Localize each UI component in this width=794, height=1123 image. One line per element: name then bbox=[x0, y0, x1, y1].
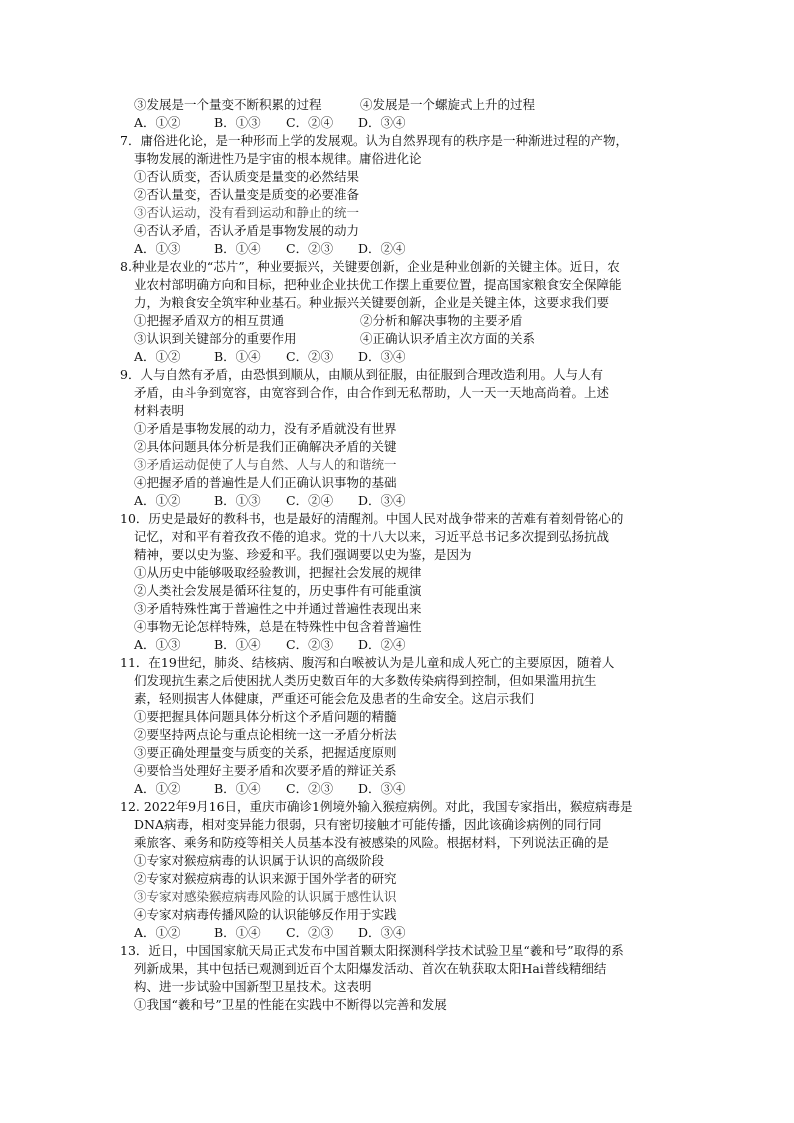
q11-option-3: ③要正确处理量变与质变的关系，把握适度原则 bbox=[134, 745, 397, 760]
answer-d: D．③④ bbox=[358, 115, 406, 130]
answer-c: C．②③ bbox=[286, 241, 334, 256]
q9-option-3: ③矛盾运动促使了人与自然、人与人的和谐统一 bbox=[134, 457, 397, 472]
answer-b: B．①④ bbox=[214, 925, 261, 940]
q9-stem-line: 9．人与自然有矛盾，由恐惧到顺从，由顺从到征服，由征服到合理改造利用。人与人有 bbox=[120, 367, 603, 382]
q8-stem-line: 力，为粮食安全筑牢种业基石。种业振兴关键要创新，企业是关键主体，这要求我们要 bbox=[134, 295, 610, 310]
q9-option-4: ④把握矛盾的普遍性是人们正确认识事物的基础 bbox=[134, 475, 397, 490]
answer-b: B．①④ bbox=[214, 349, 261, 364]
q13-option-1: ①我国“羲和号”卫星的性能在实践中不断得以完善和发展 bbox=[134, 997, 447, 1012]
answer-d: D．②④ bbox=[358, 637, 406, 652]
answer-a: A．①② bbox=[134, 115, 181, 130]
q10-option-4: ④事物无论怎样特殊，总是在特殊性中包含着普遍性 bbox=[134, 619, 422, 634]
q12-stem-line: 乘旅客、乘务和防疫等相关人员基本没有被感染的风险。根据材料，下列说法正确的是 bbox=[134, 835, 610, 850]
answer-c: C．②④ bbox=[286, 115, 334, 130]
answer-d: D．③④ bbox=[358, 493, 406, 508]
answer-c: C．②③ bbox=[286, 349, 334, 364]
answer-c: C．②③ bbox=[286, 637, 334, 652]
answer-d: D．③④ bbox=[358, 781, 406, 796]
answer-d: D．③④ bbox=[358, 925, 406, 940]
q13-stem-line: 列新成果，其中包括已观测到近百个太阳爆发活动、首次在轨获取太阳Hai普线精细结 bbox=[134, 961, 607, 976]
answer-c: C．②③ bbox=[286, 781, 334, 796]
q8-options-row bbox=[120, 312, 680, 330]
q6-answers bbox=[120, 114, 680, 132]
q12-option-4: ④专家对病毒传播风险的认识能够反作用于实践 bbox=[134, 907, 397, 922]
q8-option-1: ①把握矛盾双方的相互贯通 bbox=[134, 313, 285, 328]
q12-option-2: ②专家对猴痘病毒的认识来源于国外学者的研究 bbox=[134, 871, 397, 886]
q11-stem-line: 11．在19世纪，肺炎、结核病、腹泻和白喉被认为是儿童和成人死亡的主要原因，随着人 bbox=[120, 655, 615, 670]
q8-stem-line: 业农村部明确方向和目标，把种业企业扶优工作摆上重要位置，提高国家粮食安全保障能 bbox=[134, 277, 622, 292]
q12-stem-line: DNA病毒，相对变异能力很弱，只有密切接触才可能传播，因此该确诊病例的同行同 bbox=[134, 817, 602, 832]
answer-b: B．①③ bbox=[214, 493, 261, 508]
q6-option-4: ④发展是一个螺旋式上升的过程 bbox=[360, 97, 536, 112]
q7-option-1: ①否认质变，否认质变是量变的必然结果 bbox=[134, 169, 360, 184]
q8-option-2: ②分析和解决事物的主要矛盾 bbox=[360, 313, 523, 328]
answer-a: A．①② bbox=[134, 493, 181, 508]
answer-a: A．①② bbox=[134, 925, 181, 940]
q8-option-4: ④正确认识矛盾主次方面的关系 bbox=[360, 331, 536, 346]
answer-c: C．②③ bbox=[286, 925, 334, 940]
q8-options-row bbox=[120, 330, 680, 348]
q13-stem-line: 13．近日，中国国家航天局正式发布中国首颗太阳探测科学技术试验卫星“羲和号”取得的系 bbox=[120, 943, 624, 958]
q9-option-1: ①矛盾是事物发展的动力，没有矛盾就没有世界 bbox=[134, 421, 397, 436]
q11-option-2: ②要坚持两点论与重点论相统一这一矛盾分析法 bbox=[134, 727, 397, 742]
q12-option-1: ①专家对猴痘病毒的认识属于认识的高级阶段 bbox=[134, 853, 385, 868]
q12-answers bbox=[120, 924, 680, 942]
q11-option-1: ①要把握具体问题具体分析这个矛盾问题的精髓 bbox=[134, 709, 397, 724]
q11-option-4: ④要恰当处理好主要矛盾和次要矛盾的辩证关系 bbox=[134, 763, 397, 778]
q7-stem-line: 7．庸俗进化论，是一种形而上学的发展观。认为自然界现有的秩序是一种渐进过程的产物， bbox=[120, 133, 628, 148]
q10-stem-line: 精神，要以史为鉴、珍爱和平。我们强调要以史为鉴，是因为 bbox=[134, 547, 472, 562]
answer-a: A．①② bbox=[134, 349, 181, 364]
q11-answers bbox=[120, 780, 680, 798]
q9-stem-line: 矛盾，由斗争到宽容，由宽容到合作，由合作到无私帮助，人一天一天地高尚着。上述 bbox=[134, 385, 610, 400]
q7-option-3: ③否认运动，没有看到运动和静止的统一 bbox=[134, 205, 360, 220]
q9-stem-line: 材料表明 bbox=[134, 403, 185, 418]
q11-stem-line: 们发现抗生素之后使困扰人类历史数百年的大多数传染病得到控制，但如果滥用抗生 bbox=[134, 673, 597, 688]
q7-stem-line: 事物发展的渐进性乃是宇宙的根本规律。庸俗进化论 bbox=[134, 151, 422, 166]
answer-b: B．①④ bbox=[214, 241, 261, 256]
answer-b: B．①③ bbox=[214, 115, 261, 130]
exam-content bbox=[120, 96, 680, 1014]
q10-stem-line: 10．历史是最好的教科书，也是最好的清醒剂。中国人民对战争带来的苦难有着刻骨铭心的 bbox=[120, 511, 624, 526]
q9-option-2: ②具体问题具体分析是我们正确解决矛盾的关键 bbox=[134, 439, 397, 454]
q10-stem-line: 记忆，对和平有着孜孜不倦的追求。党的十八大以来，习近平总书记多次提到弘扬抗战 bbox=[134, 529, 610, 544]
q8-answers bbox=[120, 348, 680, 366]
q10-option-1: ①从历史中能够吸取经验教训，把握社会发展的规律 bbox=[134, 565, 422, 580]
q10-answers bbox=[120, 636, 680, 654]
q10-option-3: ③矛盾特殊性寓于普遍性之中并通过普遍性表现出来 bbox=[134, 601, 422, 616]
answer-d: D．②④ bbox=[358, 241, 406, 256]
answer-a: A．①③ bbox=[134, 241, 181, 256]
q12-option-3: ③专家对感染猴痘病毒风险的认识属于感性认识 bbox=[134, 889, 397, 904]
answer-a: A．①② bbox=[134, 781, 181, 796]
q8-stem-line: 8.种业是农业的“芯片”，种业要振兴，关键要创新，企业是种业创新的关键主体。近日，农 bbox=[120, 259, 620, 274]
q12-stem-line: 12. 2022年9月16日，重庆市确诊1例境外输入猴痘病例。对此，我国专家指出，猴痘病毒是 bbox=[120, 799, 633, 814]
q7-option-4: ④否认矛盾，否认矛盾是事物发展的动力 bbox=[134, 223, 360, 238]
q11-stem-line: 素，轻则损害人体健康，严重还可能会危及患者的生命安全。这启示我们 bbox=[134, 691, 535, 706]
q13-stem-line: 构、进一步试验中国新型卫星技术。这表明 bbox=[134, 979, 372, 994]
q9-answers bbox=[120, 492, 680, 510]
answer-a: A．①③ bbox=[134, 637, 181, 652]
answer-b: B．①④ bbox=[214, 781, 261, 796]
q8-option-3: ③认识到关键部分的重要作用 bbox=[134, 331, 297, 346]
answer-c: C．②④ bbox=[286, 493, 334, 508]
q6-options-row bbox=[120, 96, 680, 114]
q10-option-2: ②人类社会发展是循环往复的，历史事件有可能重演 bbox=[134, 583, 422, 598]
q6-option-3: ③发展是一个量变不断积累的过程 bbox=[134, 97, 322, 112]
q7-option-2: ②否认量变，否认量变是质变的必要准备 bbox=[134, 187, 360, 202]
answer-d: D．③④ bbox=[358, 349, 406, 364]
q7-answers bbox=[120, 240, 680, 258]
answer-b: B．①④ bbox=[214, 637, 261, 652]
